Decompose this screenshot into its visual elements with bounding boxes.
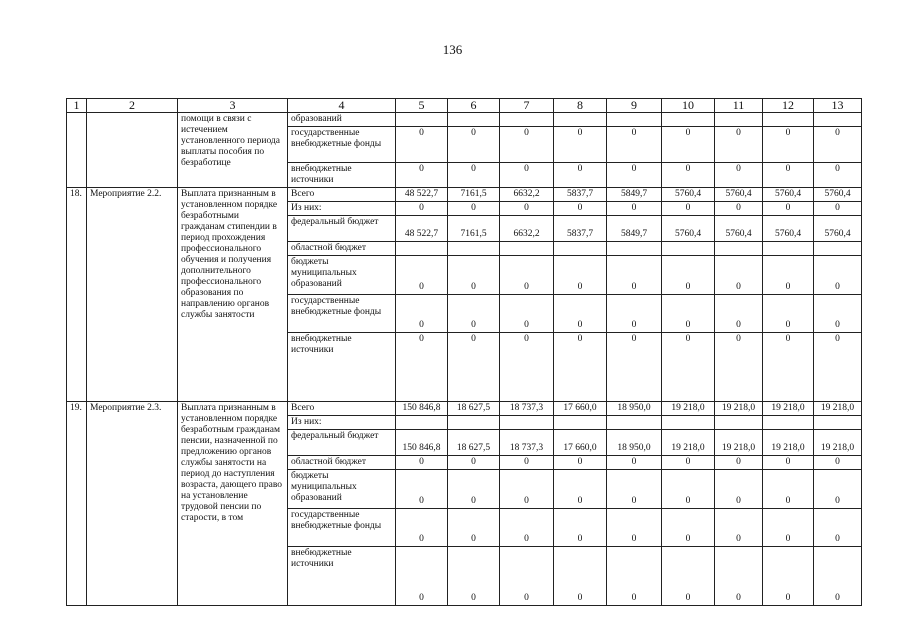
value-cell: 0 — [607, 509, 662, 547]
header-cell: 2 — [87, 99, 178, 113]
value-cell: 5849,7 — [607, 188, 662, 202]
value-cell: 0 — [763, 202, 814, 216]
value-cell: 0 — [396, 202, 448, 216]
value-cell: 48 522,7 — [396, 188, 448, 202]
value-cell: 5760,4 — [662, 188, 715, 202]
value-cell: 0 — [607, 202, 662, 216]
value-cell: 0 — [715, 127, 763, 163]
source-cell: федеральный бюджет — [288, 216, 396, 242]
value-cell: 5837,7 — [554, 188, 607, 202]
value-cell: 18 627,5 — [448, 402, 500, 416]
value-cell: 0 — [715, 509, 763, 547]
value-cell: 5760,4 — [715, 188, 763, 202]
value-cell: 0 — [448, 202, 500, 216]
value-cell: 0 — [554, 163, 607, 188]
value-cell — [500, 416, 554, 430]
value-cell — [448, 416, 500, 430]
value-cell: 0 — [715, 470, 763, 509]
value-cell: 0 — [396, 295, 448, 333]
value-cell: 0 — [763, 163, 814, 188]
measure-number-cell: 18. — [67, 188, 87, 402]
value-cell: 0 — [662, 256, 715, 295]
measure-name-cell: Мероприятие 2.3. — [87, 402, 178, 606]
value-cell: 0 — [500, 295, 554, 333]
value-cell: 0 — [554, 333, 607, 402]
value-cell — [448, 242, 500, 256]
value-cell: 7161,5 — [448, 216, 500, 242]
value-cell — [763, 416, 814, 430]
value-cell — [763, 242, 814, 256]
value-cell: 0 — [500, 127, 554, 163]
value-cell: 0 — [448, 333, 500, 402]
value-cell: 0 — [448, 295, 500, 333]
value-cell: 0 — [763, 333, 814, 402]
value-cell: 0 — [396, 333, 448, 402]
value-cell: 0 — [715, 202, 763, 216]
source-cell: государственные внебюджетные фонды — [288, 509, 396, 547]
value-cell: 0 — [554, 127, 607, 163]
value-cell: 0 — [607, 547, 662, 606]
value-cell — [715, 113, 763, 127]
value-cell: 0 — [396, 509, 448, 547]
measure-desc-cell: Выплата признанным в установленном порядке безработными гражданам стипендии в период прохождения профессионального обучения и получения дополнительного профессионального образования по направлению органов службы занятости — [178, 188, 288, 402]
value-cell: 17 660,0 — [554, 402, 607, 416]
value-cell: 0 — [763, 509, 814, 547]
value-cell — [715, 242, 763, 256]
value-cell: 0 — [814, 127, 862, 163]
source-cell: Из них: — [288, 202, 396, 216]
value-cell: 0 — [662, 470, 715, 509]
value-cell: 0 — [715, 256, 763, 295]
page-number: 136 — [442, 42, 463, 57]
value-cell: 0 — [814, 295, 862, 333]
value-cell: 0 — [607, 456, 662, 470]
value-cell: 18 627,5 — [448, 430, 500, 456]
value-cell: 0 — [554, 295, 607, 333]
value-cell: 0 — [396, 127, 448, 163]
value-cell: 5837,7 — [554, 216, 607, 242]
value-cell: 5760,4 — [814, 216, 862, 242]
value-cell: 0 — [662, 127, 715, 163]
source-cell: Из них: — [288, 416, 396, 430]
table-row — [67, 402, 862, 416]
value-cell — [715, 416, 763, 430]
source-cell: областной бюджет — [288, 456, 396, 470]
value-cell — [814, 113, 862, 127]
value-cell: 5760,4 — [715, 216, 763, 242]
value-cell: 0 — [662, 456, 715, 470]
value-cell: 0 — [396, 547, 448, 606]
value-cell: 0 — [500, 547, 554, 606]
value-cell: 0 — [814, 202, 862, 216]
value-cell: 6632,2 — [500, 216, 554, 242]
value-cell — [662, 242, 715, 256]
value-cell — [607, 242, 662, 256]
value-cell: 0 — [607, 163, 662, 188]
header-cell: 11 — [715, 99, 763, 113]
measure-desc-cell: Выплата признанным в установленном порядке безработным гражданам пенсии, назначенной по предложению органов службы занятости на период до наступления возраста, дающего право на установление трудовой пенсии по старости, в том — [178, 402, 288, 606]
value-cell — [554, 416, 607, 430]
value-cell: 5760,4 — [662, 216, 715, 242]
value-cell — [607, 416, 662, 430]
value-cell: 5849,7 — [607, 216, 662, 242]
source-cell: Всего — [288, 188, 396, 202]
value-cell: 0 — [662, 202, 715, 216]
value-cell: 0 — [607, 256, 662, 295]
source-cell: бюджеты муниципальных образований — [288, 470, 396, 509]
source-cell: внебюджетные источники — [288, 333, 396, 402]
header-cell: 12 — [763, 99, 814, 113]
value-cell: 0 — [814, 509, 862, 547]
header-cell: 3 — [178, 99, 288, 113]
measure-number-cell: 19. — [67, 402, 87, 606]
value-cell: 0 — [814, 333, 862, 402]
value-cell: 0 — [554, 456, 607, 470]
value-cell: 0 — [715, 547, 763, 606]
value-cell: 0 — [500, 163, 554, 188]
value-cell: 0 — [715, 163, 763, 188]
value-cell: 0 — [396, 163, 448, 188]
value-cell: 0 — [500, 470, 554, 509]
table-row — [67, 188, 862, 202]
value-cell: 0 — [763, 127, 814, 163]
value-cell: 0 — [662, 333, 715, 402]
value-cell: 19 218,0 — [715, 402, 763, 416]
value-cell: 19 218,0 — [814, 402, 862, 416]
value-cell: 17 660,0 — [554, 430, 607, 456]
header-cell: 8 — [554, 99, 607, 113]
value-cell: 0 — [448, 456, 500, 470]
value-cell: 0 — [715, 295, 763, 333]
source-cell: внебюджетные источники — [288, 163, 396, 188]
header-cell: 1 — [67, 99, 87, 113]
value-cell — [662, 416, 715, 430]
value-cell — [500, 242, 554, 256]
value-cell: 0 — [814, 456, 862, 470]
value-cell: 0 — [448, 509, 500, 547]
value-cell: 18 950,0 — [607, 430, 662, 456]
budget-table — [66, 98, 862, 606]
value-cell: 0 — [662, 547, 715, 606]
header-cell: 5 — [396, 99, 448, 113]
value-cell: 5760,4 — [763, 216, 814, 242]
value-cell: 7161,5 — [448, 188, 500, 202]
value-cell: 0 — [554, 547, 607, 606]
measure-name-cell: Мероприятие 2.2. — [87, 188, 178, 402]
value-cell: 6632,2 — [500, 188, 554, 202]
value-cell: 0 — [763, 470, 814, 509]
value-cell: 5760,4 — [763, 188, 814, 202]
value-cell: 0 — [763, 295, 814, 333]
header-cell: 4 — [288, 99, 396, 113]
value-cell: 19 218,0 — [715, 430, 763, 456]
value-cell: 0 — [554, 202, 607, 216]
value-cell — [500, 113, 554, 127]
value-cell: 0 — [715, 333, 763, 402]
table-body — [67, 99, 862, 606]
value-cell: 18 737,3 — [500, 430, 554, 456]
value-cell: 0 — [448, 127, 500, 163]
value-cell: 0 — [763, 256, 814, 295]
value-cell: 0 — [500, 256, 554, 295]
value-cell: 0 — [554, 509, 607, 547]
value-cell: 0 — [763, 547, 814, 606]
source-cell: бюджеты муниципальных образований — [288, 256, 396, 295]
header-row — [67, 99, 862, 113]
value-cell: 0 — [500, 509, 554, 547]
value-cell: 19 218,0 — [763, 402, 814, 416]
source-cell: образований — [288, 113, 396, 127]
source-cell: областной бюджет — [288, 242, 396, 256]
value-cell — [607, 113, 662, 127]
table-row — [67, 113, 862, 127]
value-cell: 0 — [448, 256, 500, 295]
value-cell — [814, 416, 862, 430]
header-cell: 13 — [814, 99, 862, 113]
value-cell: 0 — [500, 202, 554, 216]
value-cell: 0 — [607, 333, 662, 402]
value-cell: 150 846,8 — [396, 402, 448, 416]
value-cell: 0 — [448, 547, 500, 606]
value-cell — [814, 242, 862, 256]
measure-name-cell — [87, 113, 178, 188]
value-cell: 0 — [607, 127, 662, 163]
value-cell: 0 — [396, 470, 448, 509]
measure-desc-cell: помощи в связи с истечением установленного периода выплаты пособия по безработице — [178, 113, 288, 188]
value-cell: 0 — [814, 470, 862, 509]
value-cell: 0 — [662, 295, 715, 333]
source-cell: государственные внебюджетные фонды — [288, 127, 396, 163]
value-cell: 19 218,0 — [662, 430, 715, 456]
value-cell: 19 218,0 — [814, 430, 862, 456]
value-cell: 0 — [814, 256, 862, 295]
value-cell: 48 522,7 — [396, 216, 448, 242]
value-cell: 19 218,0 — [662, 402, 715, 416]
value-cell: 150 846,8 — [396, 430, 448, 456]
header-cell: 10 — [662, 99, 715, 113]
value-cell: 0 — [448, 470, 500, 509]
value-cell: 0 — [715, 456, 763, 470]
value-cell: 0 — [662, 163, 715, 188]
value-cell: 0 — [763, 456, 814, 470]
header-cell: 6 — [448, 99, 500, 113]
value-cell — [396, 242, 448, 256]
value-cell: 0 — [554, 256, 607, 295]
value-cell — [396, 113, 448, 127]
value-cell: 18 737,3 — [500, 402, 554, 416]
value-cell — [396, 416, 448, 430]
source-cell: федеральный бюджет — [288, 430, 396, 456]
value-cell: 0 — [500, 333, 554, 402]
source-cell: Всего — [288, 402, 396, 416]
value-cell: 0 — [396, 256, 448, 295]
source-cell: внебюджетные источники — [288, 547, 396, 606]
value-cell: 0 — [607, 295, 662, 333]
value-cell — [662, 113, 715, 127]
value-cell — [763, 113, 814, 127]
source-cell: государственные внебюджетные фонды — [288, 295, 396, 333]
value-cell — [554, 242, 607, 256]
value-cell: 0 — [554, 470, 607, 509]
number-cell — [67, 113, 87, 188]
header-cell: 7 — [500, 99, 554, 113]
value-cell: 5760,4 — [814, 188, 862, 202]
value-cell — [448, 113, 500, 127]
value-cell: 18 950,0 — [607, 402, 662, 416]
value-cell: 0 — [662, 509, 715, 547]
header-cell: 9 — [607, 99, 662, 113]
value-cell: 0 — [448, 163, 500, 188]
value-cell: 0 — [396, 456, 448, 470]
value-cell: 0 — [607, 470, 662, 509]
value-cell: 0 — [500, 456, 554, 470]
value-cell: 0 — [814, 163, 862, 188]
value-cell: 0 — [814, 547, 862, 606]
value-cell: 19 218,0 — [763, 430, 814, 456]
value-cell — [554, 113, 607, 127]
